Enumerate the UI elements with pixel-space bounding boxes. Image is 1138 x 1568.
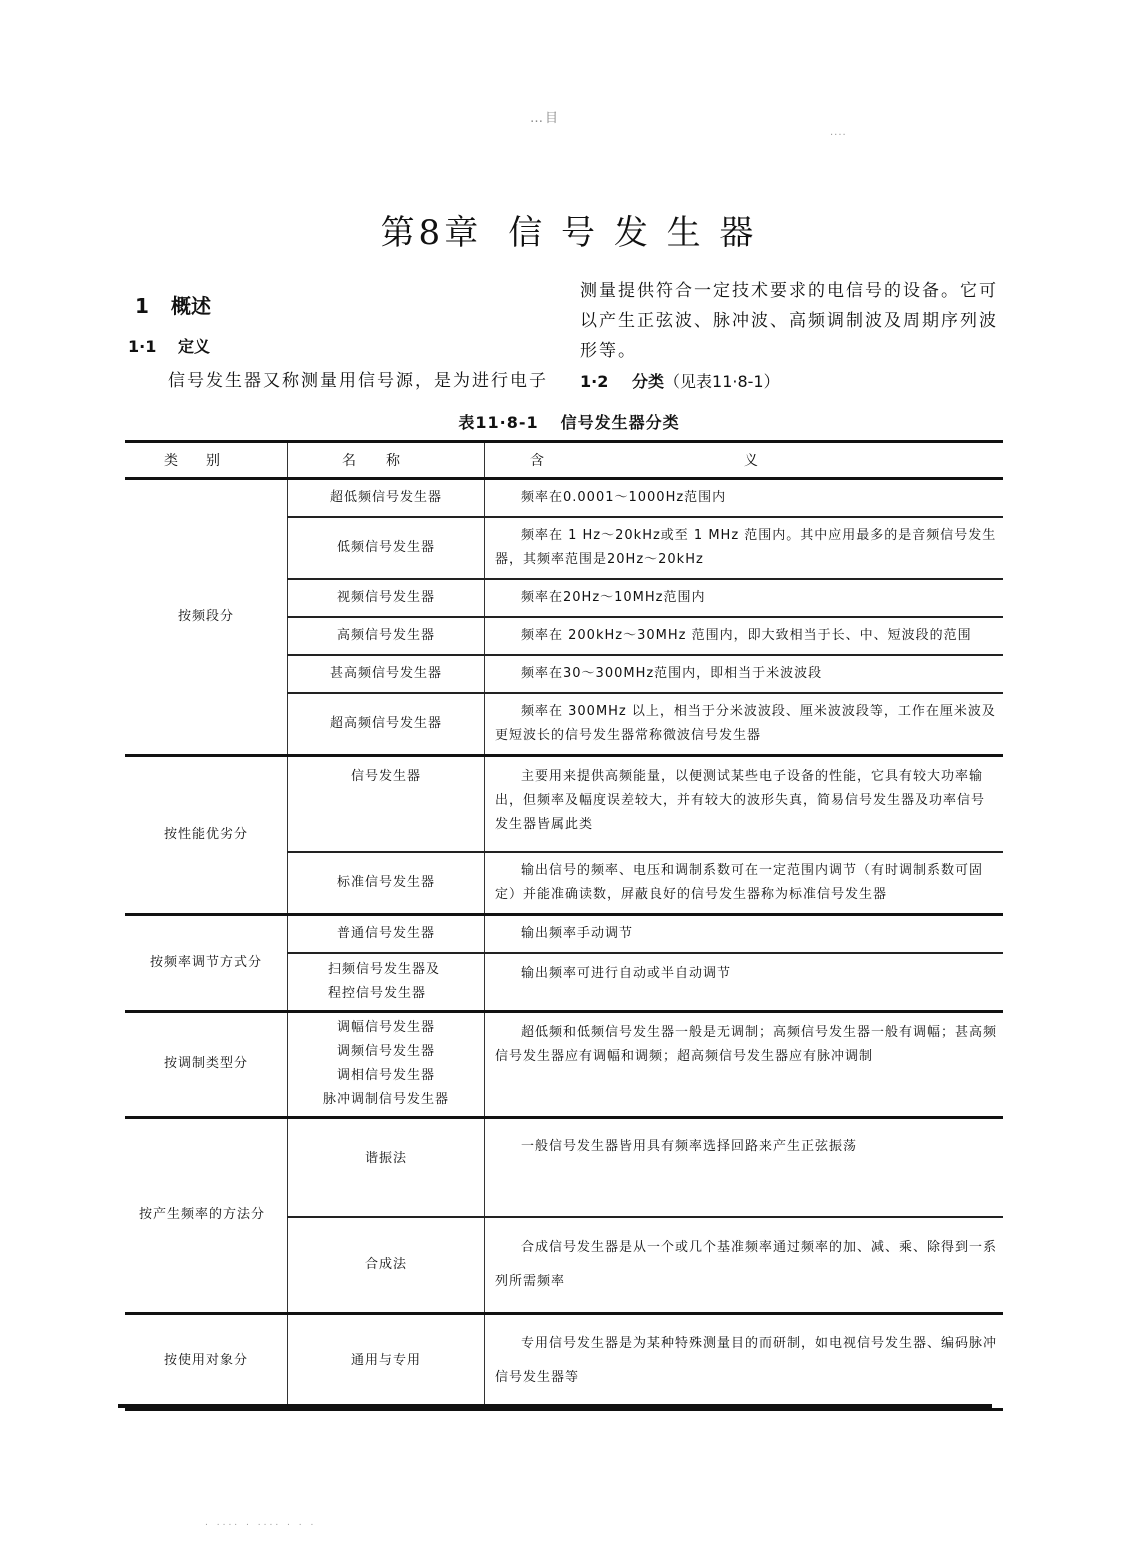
table-row bbox=[125, 756, 1003, 852]
desc-text: 频率在20Hz～10MHz范围内 bbox=[521, 590, 706, 605]
category-text: 按产生频率的方法分 bbox=[139, 1207, 266, 1222]
desc-text: 主要用来提供高频能量，以便测试某些电子设备的性能，它具有较大功率输出，但频率及幅度误差较大，并有较大的波形失真，简易信号发生器及功率信号发生器皆属此类 bbox=[495, 769, 986, 832]
desc-cell bbox=[485, 852, 1004, 915]
name-cell: 超高频信号发生器 bbox=[288, 693, 485, 756]
classification-table bbox=[125, 440, 1003, 1411]
name-text: 扫频信号发生器及程控信号发生器 bbox=[328, 961, 441, 1001]
desc-text: 合成信号发生器是从一个或几个基准频率通过频率的加、减、乘、除得到一系列所需频率 bbox=[495, 1239, 998, 1289]
table-row bbox=[125, 479, 1003, 518]
section-number: 1·2 bbox=[580, 372, 609, 391]
desc-text: 频率在0.0001～1000Hz范围内 bbox=[521, 490, 727, 505]
table-caption bbox=[0, 410, 1138, 433]
desc-cell bbox=[485, 756, 1004, 852]
header-category: 类别 bbox=[125, 442, 288, 479]
desc-text: 专用信号发生器是为某种特殊测量目的而研制，如电视信号发生器、编码脉冲信号发生器等 bbox=[495, 1336, 998, 1385]
desc-cell bbox=[485, 1011, 1004, 1117]
table-header-row bbox=[125, 442, 1003, 479]
desc-cell bbox=[485, 579, 1004, 617]
name-cell: 超低频信号发生器 bbox=[288, 479, 485, 518]
name-item: 调幅信号发生器 bbox=[336, 1020, 435, 1035]
section-heading-1-1 bbox=[128, 334, 210, 357]
desc-cell bbox=[485, 517, 1004, 579]
page-header-scrap: …目 bbox=[530, 111, 561, 126]
definition-paragraph-right: 测量提供符合一定技术要求的电信号的设备。它可以产生正弦波、脉冲波、高频调制波及周期序列波形等。 bbox=[580, 281, 998, 361]
desc-cell bbox=[485, 1117, 1004, 1217]
name-cell: 视频信号发生器 bbox=[288, 579, 485, 617]
section-number: 1·1 bbox=[128, 337, 157, 356]
footer-scan-marks: . .... . .... . . . bbox=[205, 1518, 317, 1528]
category-cell bbox=[125, 1117, 288, 1313]
section-title: 定义 bbox=[178, 337, 211, 356]
desc-text: 输出频率可进行自动或半自动调节 bbox=[521, 965, 732, 981]
section-title: 概述 bbox=[171, 294, 211, 318]
name-cell: 甚高频信号发生器 bbox=[288, 655, 485, 693]
desc-text: 频率在 300MHz 以上，相当于分米波波段、厘米波波段等，工作在厘米波及更短波长的信号发生器常称微波信号发生器 bbox=[495, 704, 996, 743]
name-cell: 信号发生器 bbox=[288, 756, 485, 852]
name-cell: 通用与专用 bbox=[288, 1313, 485, 1409]
header-meaning: 含义 bbox=[485, 442, 1004, 479]
name-item: 调相信号发生器 bbox=[336, 1068, 435, 1083]
desc-cell bbox=[485, 953, 1004, 1012]
bottom-rule bbox=[118, 1404, 992, 1408]
desc-text: 输出信号的频率、电压和调制系数可在一定范围内调节（有时调制系数可固定）并能准确读数，屏蔽良好的信号发生器称为标准信号发生器 bbox=[495, 862, 984, 902]
chapter-number: 第8章 bbox=[380, 213, 483, 253]
section-heading-1-2 bbox=[580, 369, 780, 392]
table-row bbox=[125, 1011, 1003, 1117]
table-row bbox=[125, 1313, 1003, 1409]
table-number: 表11·8-1 bbox=[458, 413, 539, 432]
section-title: 分类 bbox=[632, 372, 665, 391]
desc-text: 频率在30～300MHz范围内，即相当于米波波段 bbox=[521, 666, 823, 681]
name-cell: 谐振法 bbox=[288, 1117, 485, 1217]
desc-cell bbox=[485, 655, 1004, 693]
table-title: 信号发生器分类 bbox=[560, 413, 680, 432]
category-cell: 按使用对象分 bbox=[125, 1313, 288, 1409]
desc-cell bbox=[485, 693, 1004, 756]
desc-text: 频率在 1 Hz～20kHz或至 1 MHz 范围内。其中应用最多的是音频信号发生器，其频率范围是20Hz～20kHz bbox=[495, 528, 997, 567]
category-cell: 按频段分 bbox=[125, 479, 288, 756]
name-cell: 高频信号发生器 bbox=[288, 617, 485, 655]
chapter-name: 信 号 发 生 器 bbox=[508, 213, 758, 253]
section-number: 1 bbox=[135, 294, 149, 318]
header-name: 名称 bbox=[288, 442, 485, 479]
category-cell: 按频率调节方式分 bbox=[125, 914, 288, 1011]
desc-text: 超低频和低频信号发生器一般是无调制；高频信号发生器一般有调幅；甚高频信号发生器应有调幅和调频；超高频信号发生器应有脉冲调制 bbox=[495, 1024, 998, 1064]
name-cell: 合成法 bbox=[288, 1217, 485, 1313]
name-item: 调频信号发生器 bbox=[336, 1044, 435, 1059]
name-item: 脉冲调制信号发生器 bbox=[322, 1092, 449, 1107]
page-header-dots: ···· bbox=[830, 130, 847, 141]
category-cell: 按性能优劣分 bbox=[125, 756, 288, 915]
table-row bbox=[125, 1117, 1003, 1217]
category-cell: 按调制类型分 bbox=[125, 1011, 288, 1117]
desc-text: 一般信号发生器皆用具有频率选择回路来产生正弦振荡 bbox=[521, 1138, 858, 1154]
desc-text: 输出频率手动调节 bbox=[521, 925, 634, 941]
name-cell: 普通信号发生器 bbox=[288, 914, 485, 953]
name-cell: 标准信号发生器 bbox=[288, 852, 485, 915]
desc-text: 频率在 200kHz～30MHz 范围内，即大致相当于长、中、短波段的范围 bbox=[521, 628, 972, 643]
name-cell: 低频信号发生器 bbox=[288, 517, 485, 579]
desc-cell bbox=[485, 1217, 1004, 1313]
table-reference: （见表11·8-1） bbox=[664, 372, 780, 391]
desc-cell bbox=[485, 479, 1004, 518]
chapter-title bbox=[0, 205, 1138, 254]
desc-cell bbox=[485, 1313, 1004, 1409]
desc-cell bbox=[485, 617, 1004, 655]
desc-cell bbox=[485, 914, 1004, 953]
name-cell bbox=[288, 1011, 485, 1117]
table-row bbox=[125, 914, 1003, 953]
definition-paragraph-left: 信号发生器又称测量用信号源，是为进行电子 bbox=[168, 371, 548, 391]
name-cell bbox=[288, 953, 485, 1012]
section-heading-1 bbox=[135, 290, 211, 319]
